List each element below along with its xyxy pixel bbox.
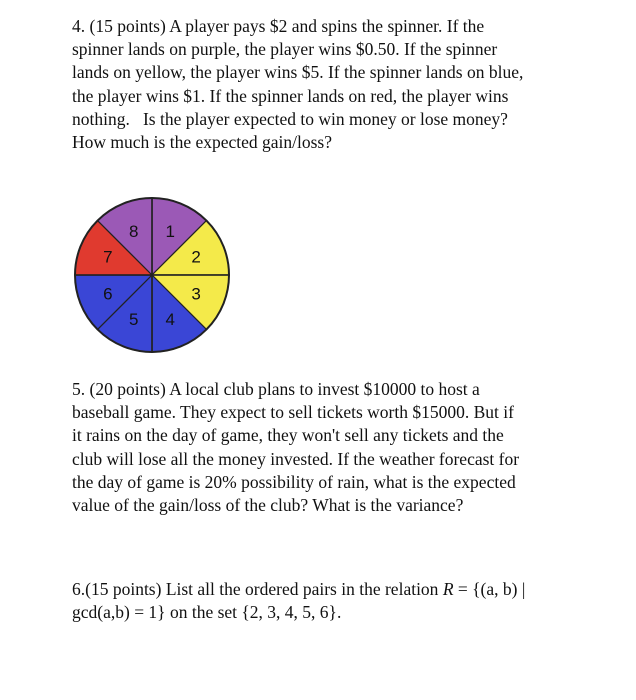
problem-6-line-1 <box>72 578 572 601</box>
spinner-label-4: 4 <box>165 310 176 330</box>
spinner-label-1: 1 <box>165 221 176 241</box>
problem-5-line: baseball game. They expect to sell tickets worth $15000. But if <box>72 402 514 423</box>
problem-6 <box>72 578 572 624</box>
problem-4-line: the player wins $1. If the spinner lands on red, the player wins <box>72 85 509 106</box>
problem-5 <box>72 378 572 517</box>
spinner-label-8: 8 <box>128 221 139 241</box>
problem-5-line: it rains on the day of game, they won't sell any tickets and the <box>72 425 504 446</box>
problem-4-line: How much is the expected gain/loss? <box>72 132 333 153</box>
problem-4-line: lands on yellow, the player wins $5. If the spinner lands on blue, <box>72 62 524 83</box>
problem-4-line: nothing. Is the player expected to win money or lose money? <box>72 108 508 129</box>
problem-5-line: the day of game is 20% possibility of rain, what is the expected <box>72 471 516 492</box>
spinner-figure <box>72 195 232 355</box>
problem-6-prefix: 6.(15 points) List all the ordered pairs in the relation <box>72 579 443 599</box>
problem-4 <box>72 15 572 154</box>
spinner-label-2: 2 <box>191 247 201 267</box>
problem-4-line: spinner lands on purple, the player wins $0.50. If the spinner <box>72 39 498 60</box>
relation-symbol: R <box>442 579 454 599</box>
spinner-label-6: 6 <box>103 284 113 304</box>
problem-4-line: 4. (15 points) A player pays $2 and spins the spinner. If the <box>72 16 485 36</box>
spinner-wheel <box>72 195 232 355</box>
problem-6-suffix: = {(a, b) | <box>453 579 526 599</box>
problem-5-line: club will lose all the money invested. If the weather forecast for <box>72 448 520 469</box>
spinner-label-3: 3 <box>191 284 201 304</box>
spinner-label-7: 7 <box>103 247 113 267</box>
problem-5-line: 5. (20 points) A local club plans to invest $10000 to host a <box>72 379 480 399</box>
problem-5-line: value of the gain/loss of the club? What is the variance? <box>72 495 464 516</box>
problem-6-line-2: gcd(a,b) = 1} on the set {2, 3, 4, 5, 6}. <box>72 602 342 623</box>
spinner-label-5: 5 <box>128 310 139 330</box>
